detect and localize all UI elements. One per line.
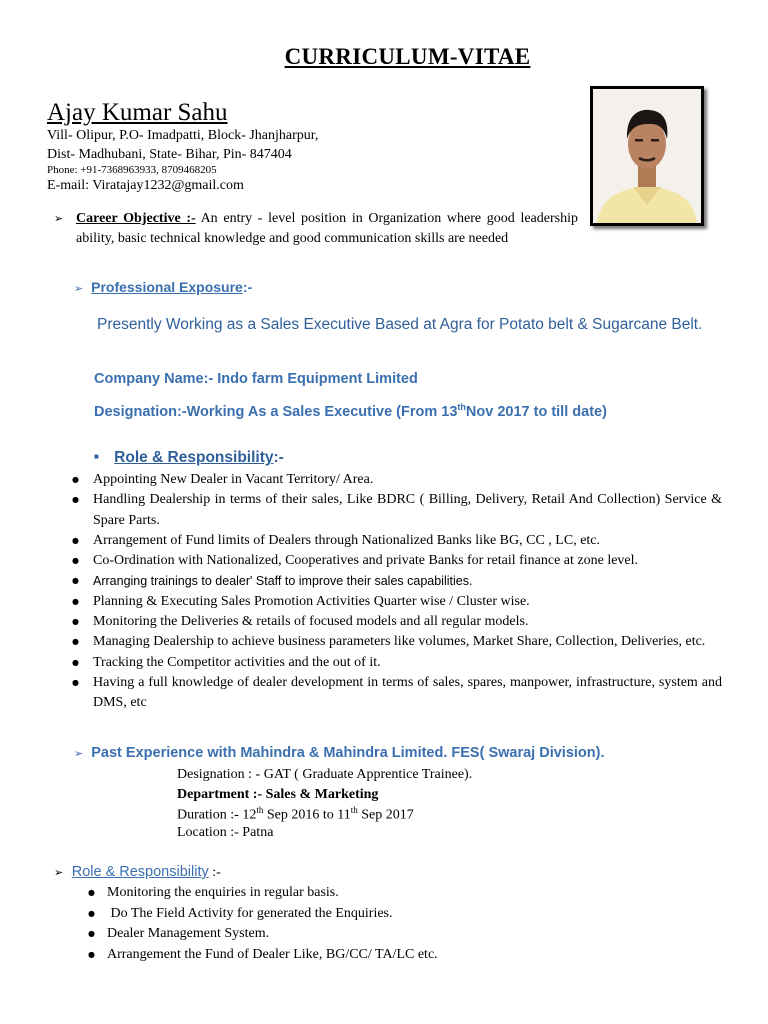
role-responsibility-heading bbox=[94, 449, 284, 467]
company-name: Company Name:- Indo farm Equipment Limited bbox=[94, 371, 418, 387]
role-responsibility-list bbox=[72, 470, 722, 714]
role-responsibility-suffix: :- bbox=[273, 449, 284, 466]
professional-exposure-label: Professional Exposure bbox=[91, 279, 243, 295]
past-experience-heading bbox=[74, 745, 605, 761]
duration-part-b: Sep 2016 to 11 bbox=[263, 807, 351, 823]
designation-suffix: Nov 2017 to till date) bbox=[465, 403, 607, 420]
role-responsibility-2-suffix: :- bbox=[208, 865, 221, 880]
role-responsibility-2-list bbox=[88, 883, 688, 965]
portrait-image bbox=[593, 89, 701, 223]
list-item: ● Having a full knowledge of dealer development in terms of sales, spares, manpower, infrastructure, system and DMS, etc bbox=[72, 673, 722, 714]
list-item: ● Planning & Executing Sales Promotion Activities Quarter wise / Cluster wise. bbox=[72, 592, 722, 612]
list-item: ● Monitoring the Deliveries & retails of focused models and all regular models. bbox=[72, 612, 722, 632]
page-title: CURRICULUM-VITAE bbox=[284, 44, 531, 69]
professional-exposure-heading bbox=[74, 279, 252, 295]
square-bullet-icon: ■ bbox=[94, 452, 99, 461]
address-line-1: Vill- Olipur, P.O- Imadpatti, Block- Jhanjharpur, bbox=[47, 128, 319, 143]
arrow-bullet-icon: ➢ bbox=[54, 866, 64, 879]
list-item: ● Monitoring the enquiries in regular basis. bbox=[88, 883, 688, 904]
past-department: Department :- Sales & Marketing bbox=[177, 787, 379, 802]
duration-sup-2: th bbox=[350, 805, 358, 815]
list-item: ● Handling Dealership in terms of their sales, Like BDRC ( Billing, Delivery, Retail And Collection) Service & Spare Parts. bbox=[72, 490, 722, 531]
profile-photo bbox=[590, 86, 704, 226]
list-item: ● Managing Dealership to achieve business parameters like volumes, Market Share, Collection, Deliveries, etc. bbox=[72, 632, 722, 652]
professional-exposure-suffix: :- bbox=[242, 279, 253, 295]
list-item: ● Arrangement of Fund limits of Dealers through Nationalized Banks like BG, CC , LC, etc. bbox=[72, 531, 722, 551]
designation-prefix: Designation:-Working As a Sales Executive (From 13 bbox=[94, 403, 458, 420]
list-item: ● Do The Field Activity for generated the Enquiries. bbox=[88, 904, 688, 925]
list-item: ● Co-Ordination with Nationalized, Cooperatives and private Banks for retail finance at zone level. bbox=[72, 551, 722, 571]
role-responsibility-label: Role & Responsibility bbox=[114, 449, 274, 466]
past-experience-label: Past Experience with Mahindra & Mahindra Limited. FES( Swaraj Division). bbox=[91, 745, 605, 761]
role-responsibility-2-heading bbox=[54, 864, 221, 881]
address-line-2: Dist- Madhubani, State- Bihar, Pin- 847404 bbox=[47, 147, 292, 162]
duration-sup-1: th bbox=[256, 805, 264, 815]
presently-sentence: Presently Working as a Sales Executive Based at Agra for Potato belt & Sugarcane Belt. bbox=[97, 316, 703, 333]
arrow-bullet-icon: ➢ bbox=[54, 212, 64, 225]
candidate-name: Ajay Kumar Sahu bbox=[47, 99, 228, 126]
email-line: E-mail: Viratajay1232@gmail.com bbox=[47, 178, 244, 193]
past-location: Location :- Patna bbox=[177, 825, 274, 840]
past-designation: Designation : - GAT ( Graduate Apprentice Trainee). bbox=[177, 767, 473, 782]
past-duration bbox=[177, 805, 414, 824]
list-item: ● Arranging trainings to dealer' Staff to improve their sales capabilities. bbox=[72, 571, 722, 591]
list-item: ● Arrangement the Fund of Dealer Like, BG/CC/ TA/LC etc. bbox=[88, 945, 688, 966]
arrow-bullet-icon: ➢ bbox=[74, 747, 84, 760]
designation-sup: th bbox=[457, 402, 466, 412]
role-responsibility-2-label: Role & Responsibility bbox=[71, 864, 209, 880]
duration-part-a: Duration :- 12 bbox=[177, 807, 257, 823]
list-item: ● Tracking the Competitor activities and the out of it. bbox=[72, 653, 722, 673]
career-objective-label: Career Objective :- bbox=[76, 211, 196, 226]
career-objective-block bbox=[56, 209, 578, 248]
presently-text bbox=[47, 313, 707, 336]
list-item: ● Dealer Management System. bbox=[88, 924, 688, 945]
duration-part-c: Sep 2017 bbox=[357, 807, 414, 823]
list-item: ● Appointing New Dealer in Vacant Territory/ Area. bbox=[72, 470, 722, 490]
designation-line bbox=[94, 402, 607, 420]
career-objective-text: An entry - level position in Organization where good leadership ability, basic technical knowledge and good communication skills are needed bbox=[76, 211, 578, 246]
arrow-bullet-icon: ➢ bbox=[74, 282, 84, 295]
phone-line: Phone: +91-7368963933, 8709468205 bbox=[47, 164, 217, 176]
